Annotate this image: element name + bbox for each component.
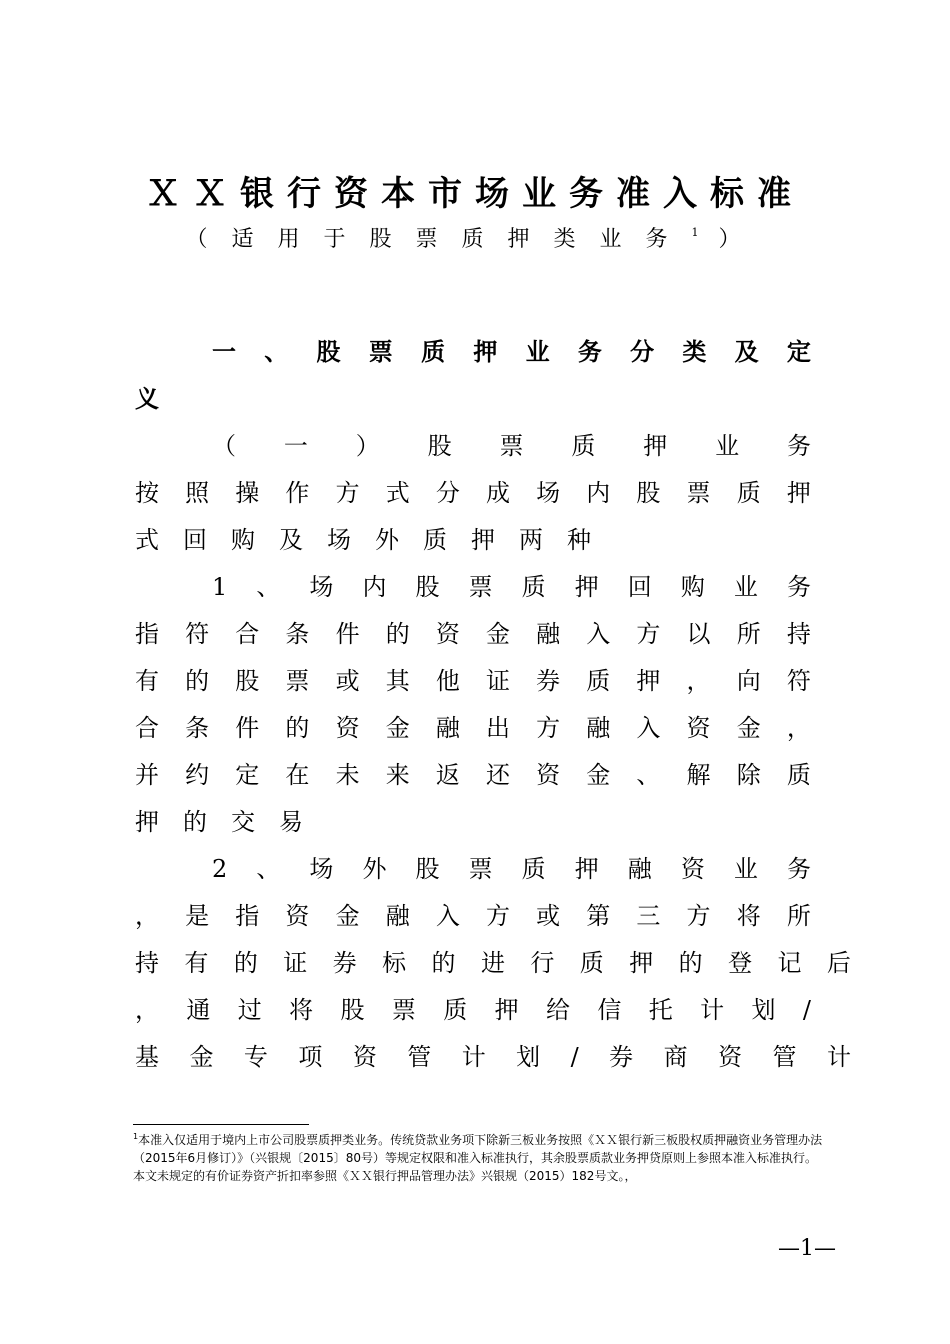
subtitle-close: ） xyxy=(718,227,765,252)
subtitle-text: （适用于股票质押类业务 xyxy=(185,227,692,252)
text-line: 有 的 股 票 或 其 他 证 券 质 押 ， 向 符 xyxy=(135,667,811,695)
text-line: 指 符 合 条 件 的 资 金 融 入 方 以 所 持 xyxy=(135,620,811,648)
text-line: 2 、 场 外 股 票 质 押 融 资 业 务 xyxy=(212,855,811,883)
text-line: 基 金 专 项 资 管 计 划 / 券 商 资 管 计 xyxy=(135,1043,851,1071)
text-line: 1 、 场 内 股 票 质 押 回 购 业 务 xyxy=(212,573,811,601)
text-line: 押 的 交 易 xyxy=(135,808,303,836)
text-line: （ 一 ） 股 票 质 押 业 务 xyxy=(212,432,811,460)
text-line: 一 、 股 票 质 押 业 务 分 类 及 定 xyxy=(212,337,811,366)
document-subtitle xyxy=(130,222,820,253)
footnote-text: 本准入仅适用于境内上市公司股票质押类业务。传统贷款业务项下除新三板业务按照《ＸＸ银行新三板股权质押融资业务管理办法（2015年6月修订）》（兴银规〔2015〕80号）等规定权限和准入标准执行，其余股票质款业务押贷原则上参照本准入标准执行。本文未规定的有价证券资产折扣率参照《ＸＸ银行押品管理办法》兴银规（2015）182号文。， xyxy=(133,1133,823,1183)
text-line: 合 条 件 的 资 金 融 出 方 融 入 资 金 ， xyxy=(135,714,811,742)
footnote-ref: 1 xyxy=(133,1132,139,1141)
text-line: 并 约 定 在 未 来 返 还 资 金 、 解 除 质 xyxy=(135,761,811,789)
subtitle-footnote-ref[interactable]: 1 xyxy=(691,226,699,239)
text-line: 义 xyxy=(135,384,159,413)
text-line: ， 是 指 资 金 融 入 方 或 第 三 方 将 所 xyxy=(135,902,811,930)
text-line: 持 有 的 证 券 标 的 进 行 质 押 的 登 记 后 xyxy=(135,949,851,977)
document-title: ＸＸ银行资本市场业务准入标准 xyxy=(146,174,804,214)
footnote-separator xyxy=(133,1124,309,1125)
footnote xyxy=(133,1128,823,1185)
text-line: ， 通 过 将 股 票 质 押 给 信 托 计 划 / xyxy=(135,996,811,1024)
text-line: 按 照 操 作 方 式 分 成 场 内 股 票 质 押 xyxy=(135,479,811,507)
page-number: —1— xyxy=(778,1236,836,1261)
text-line: 式 回 购 及 场 外 质 押 两 种 xyxy=(135,526,591,554)
